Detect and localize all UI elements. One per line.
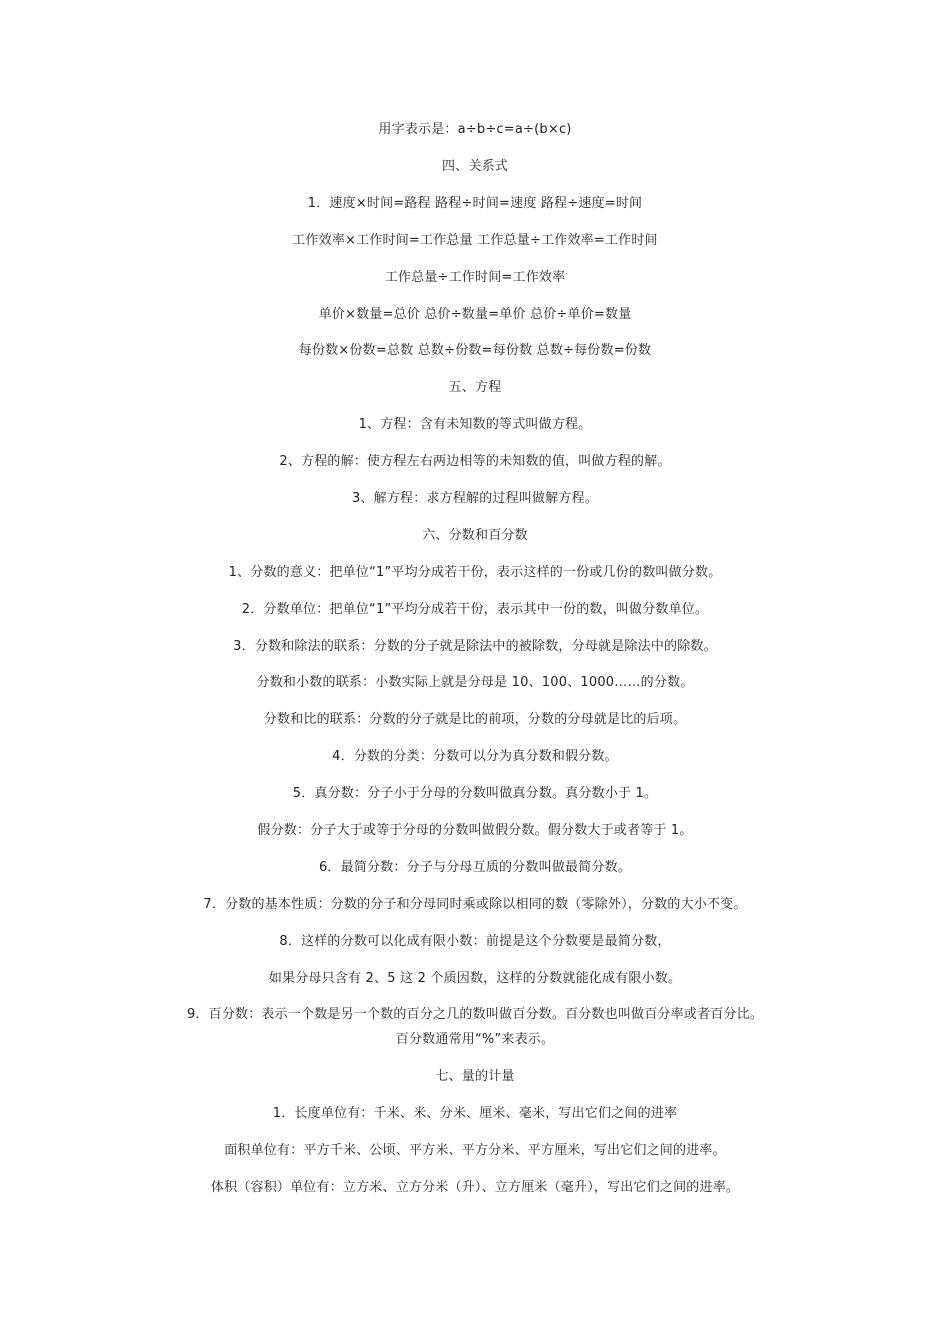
text-line: 百分数通常用“%”来表示。 — [395, 1032, 555, 1047]
section-heading-fractions: 六、分数和百分数 — [422, 528, 528, 543]
text-line: 每份数×份数=总数 总数÷份数=每份数 总数÷每份数=份数 — [298, 343, 652, 358]
text-line: 7．分数的基本性质：分数的分子和分母同时乘或除以相同的数（零除外），分数的大小不变。 — [203, 897, 747, 912]
text-line: 1．速度×时间=路程 路程÷时间=速度 路程÷速度=时间 — [307, 196, 643, 211]
text-line: 3、解方程：求方程解的过程叫做解方程。 — [351, 491, 599, 506]
formula-line: 用字表示是：a÷b÷c=a÷(b×c) — [378, 122, 572, 137]
section-heading-equations: 五、方程 — [448, 380, 502, 395]
section-heading-measurement: 七、量的计量 — [435, 1069, 515, 1084]
text-line: 分数和比的联系：分数的分子就是比的前项，分数的分母就是比的后项。 — [263, 712, 687, 727]
text-line: 2、方程的解：使方程左右两边相等的未知数的值，叫做方程的解。 — [279, 454, 671, 469]
text-line: 2．分数单位：把单位“1”平均分成若干份，表示其中一份的数，叫做分数单位。 — [241, 602, 709, 617]
text-line: 3．分数和除法的联系：分数的分子就是除法中的被除数，分母就是除法中的除数。 — [233, 639, 717, 654]
text-line: 体积（容积）单位有：立方米、立方分米（升）、立方厘米（毫升），写出它们之间的进率。 — [210, 1180, 740, 1195]
text-line: 1、方程：含有未知数的等式叫做方程。 — [358, 417, 592, 432]
text-line: 9．百分数：表示一个数是另一个数的百分之几的数叫做百分数。百分数也叫做百分率或者百分比。 — [186, 1007, 764, 1022]
text-line: 工作总量÷工作时间=工作效率 — [384, 270, 566, 285]
text-line: 假分数：分子大于或等于分母的分数叫做假分数。假分数大于或者等于 1。 — [257, 823, 693, 838]
text-line: 5．真分数：分子小于分母的分数叫做真分数。真分数小于 1。 — [292, 786, 658, 801]
text-line: 1．长度单位有：千米、米、分米、厘米、毫米，写出它们之间的进率 — [272, 1106, 678, 1121]
text-line: 如果分母只含有 2、5 这 2 个质因数，这样的分数就能化成有限小数。 — [268, 971, 682, 986]
text-line: 6．最简分数：分子与分母互质的分数叫做最简分数。 — [318, 860, 632, 875]
text-line: 8．这样的分数可以化成有限小数：前提是这个分数要是最简分数， — [279, 934, 671, 949]
text-line: 单价×数量=总价 总价÷数量=单价 总价÷单价=数量 — [318, 307, 632, 322]
text-line: 4．分数的分类：分数可以分为真分数和假分数。 — [332, 749, 618, 764]
section-heading-relations: 四、关系式 — [441, 159, 508, 174]
text-line: 面积单位有：平方千米、公顷、平方米、平方分米、平方厘米，写出它们之间的进率。 — [224, 1143, 726, 1158]
text-line: 分数和小数的联系：小数实际上就是分母是 10、100、1000……的分数。 — [256, 675, 694, 690]
text-line: 1、分数的意义：把单位“1”平均分成若干份，表示这样的一份或几份的数叫做分数。 — [228, 565, 722, 580]
text-line: 工作效率×工作时间=工作总量 工作总量÷工作效率=工作时间 — [292, 233, 658, 248]
